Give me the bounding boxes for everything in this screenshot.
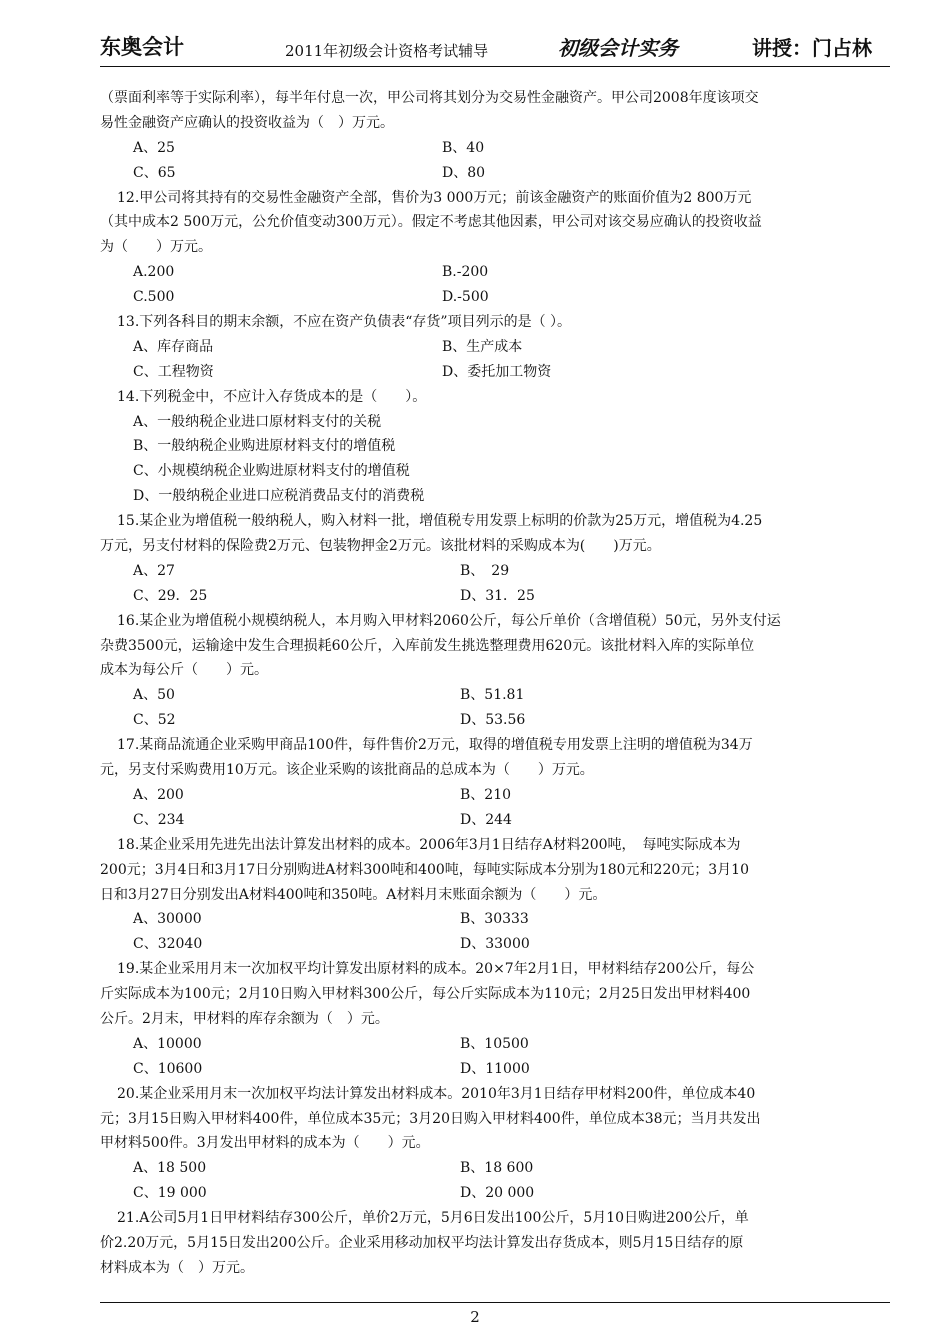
q20-option-c: C、19 000 (133, 1185, 207, 1202)
q12-option-b: B.-200 (442, 264, 489, 281)
q17-option-b: B、210 (460, 786, 512, 803)
q19-option-a: A、10000 (133, 1035, 202, 1052)
q14-option-row (100, 459, 890, 484)
q11-option-b: B、40 (442, 139, 485, 156)
q18-option-a: A、30000 (133, 911, 202, 928)
q18-option-b: B、30333 (460, 911, 529, 928)
q20-options-row (100, 1181, 890, 1206)
q17-stem-line: 元，另支付采购费用10万元。该企业采购的该批商品的总成本为（ ）万元。 (100, 762, 594, 779)
brand-name: 东奥会计 (100, 35, 184, 59)
q18-options-row (100, 907, 890, 932)
q19-stem-line: 19.某企业采用月末一次加权平均计算发出原材料的成本。20×7年2月1日，甲材料结存200公斤，每公 (117, 961, 755, 978)
q14-option-b: B、一般纳税企业购进原材料支付的增值税 (133, 438, 396, 455)
q12-stem-line: 为（ ）万元。 (100, 239, 212, 256)
q11-option-d: D、80 (442, 164, 486, 181)
q18-stem-line: 200元；3月4日和3月17日分别购进A材料300吨和400吨，每吨实际成本分别为180元和220元；3月10 (100, 861, 749, 878)
q17-option-a: A、200 (133, 786, 184, 803)
q11-options-row (100, 161, 890, 186)
q16-option-c: C、52 (133, 712, 176, 729)
q14-option-c: C、小规模纳税企业购进原材料支付的增值税 (133, 463, 410, 480)
q20-stem-line: 元；3月15日购入甲材料400件，单位成本35元；3月20日购入甲材料400件，单位成本38元；当月共发出 (100, 1110, 761, 1127)
page-number: 2 (470, 1308, 480, 1326)
subject-title: 初级会计实务 (558, 36, 678, 60)
q19-stem-line: 斤实际成本为100元；2月10日购入甲材料300公斤，每公斤实际成本为110元；2月25日发出甲材料400 (100, 986, 751, 1003)
q15-option-c: C、29．25 (133, 587, 208, 604)
q13-option-d: D、委托加工物资 (442, 363, 552, 380)
q12-options-row (100, 260, 890, 285)
question-list (100, 86, 890, 1281)
q16-stem-line: 杂费3500元，运输途中发生合理损耗60公斤，入库前发生挑选整理费用620元。该批材料入库的实际单位 (100, 637, 755, 654)
q17-options-row (100, 783, 890, 808)
q13-options-row (100, 360, 890, 385)
q11-option-a: A、25 (133, 139, 175, 156)
q12-option-c: C.500 (133, 289, 175, 306)
q14-option-row (100, 484, 890, 509)
q18-stem-line: 18.某企业采用先进先出法计算发出材料的成本。2006年3月1日结存A材料200吨， 每吨实际成本为 (117, 836, 741, 853)
q19-stem-line: 公斤。2月末，甲材料的库存余额为（ ）元。 (100, 1010, 389, 1027)
q17-stem-line: 17.某商品流通企业采购甲商品100件，每件售价2万元，取得的增值税专用发票上注明的增值税为34万 (117, 737, 753, 754)
q15-stem-line: 15.某企业为增值税一般纳税人，购入材料一批，增值税专用发票上标明的价款为25万元，增值税为4.25 (117, 513, 763, 530)
q18-options-row (100, 932, 890, 957)
q18-stem-line: 日和3月27日分别发出A材料400吨和350吨。A材料月末账面余额为（ ）元。 (100, 886, 607, 903)
q12-stem-line: 12.甲公司将其持有的交易性金融资产全部，售价为3 000万元；前该金融资产的账面价值为2 800万元 (117, 189, 752, 206)
q13-option-a: A、库存商品 (133, 338, 214, 355)
q16-option-b: B、51.81 (460, 687, 525, 704)
q16-options-row (100, 683, 890, 708)
q19-option-b: B、10500 (460, 1035, 529, 1052)
q15-option-d: D、31．25 (460, 587, 535, 604)
q16-stem-line: 成本为每公斤（ ）元。 (100, 662, 268, 679)
q12-option-d: D.-500 (442, 289, 489, 306)
q18-option-c: C、32040 (133, 936, 203, 953)
page-header (100, 32, 890, 67)
q14-option-a: A、一般纳税企业进口原材料支付的关税 (133, 413, 382, 430)
q20-option-b: B、18 600 (460, 1160, 534, 1177)
q20-stem-line: 20.某企业采用月末一次加权平均法计算发出材料成本。2010年3月1日结存甲材料200件，单位成本40 (117, 1085, 756, 1102)
q16-options-row (100, 708, 890, 733)
q20-option-a: A、18 500 (133, 1160, 207, 1177)
q15-stem-line: 万元，另支付材料的保险费2万元、包装物押金2万元。该批材料的采购成本为( )万元。 (100, 538, 661, 555)
q17-options-row (100, 808, 890, 833)
q19-options-row (100, 1032, 890, 1057)
q13-stem-line: 13.下列各科目的期末余额，不应在资产负债表“存货”项目列示的是（ ）。 (117, 314, 572, 331)
q15-option-a: A、27 (133, 562, 175, 579)
q17-option-d: D、244 (460, 811, 512, 828)
q19-option-c: C、10600 (133, 1060, 203, 1077)
q15-options-row (100, 559, 890, 584)
q16-option-d: D、53.56 (460, 712, 526, 729)
q11-stem-line: 易性金融资产应确认的投资收益为（ ）万元。 (100, 114, 394, 131)
q12-stem-line: （其中成本2 500万元，公允价值变动300万元）。假定不考虑其他因素，甲公司对该交易应确认的投资收益 (100, 214, 762, 231)
q20-stem-line: 甲材料500件。3月发出甲材料的成本为（ ）元。 (100, 1135, 430, 1152)
q16-stem-line: 16.某企业为增值税小规模纳税人，本月购入甲材料2060公斤，每公斤单价（含增值税）50元，另外支付运 (117, 612, 781, 629)
q14-option-d: D、一般纳税企业进口应税消费品支付的消费税 (133, 488, 425, 505)
q11-options-row (100, 136, 890, 161)
q19-options-row (100, 1057, 890, 1082)
q17-option-c: C、234 (133, 811, 185, 828)
q14-stem-line: 14.下列税金中，不应计入存货成本的是（ ）。 (117, 388, 427, 405)
q12-options-row (100, 285, 890, 310)
q21-stem-line: 材料成本为（ ）万元。 (100, 1259, 254, 1276)
lecturer-name: 讲授：门占林 (752, 36, 872, 60)
q14-option-row (100, 434, 890, 459)
q18-option-d: D、33000 (460, 936, 530, 953)
q15-options-row (100, 584, 890, 609)
course-title: 2011年初级会计资格考试辅导 (285, 42, 489, 60)
q13-option-c: C、工程物资 (133, 363, 214, 380)
q12-option-a: A.200 (133, 264, 175, 281)
q21-stem-line: 价2.20万元，5月15日发出200公斤。企业采用移动加权平均法计算发出存货成本，则5月15日结存的原 (100, 1234, 744, 1251)
q14-option-row (100, 410, 890, 435)
q11-stem-line: （票面利率等于实际利率），每半年付息一次，甲公司将其划分为交易性金融资产。甲公司2008年度该项交 (100, 90, 759, 106)
q13-option-b: B、生产成本 (442, 338, 523, 355)
q13-options-row (100, 335, 890, 360)
q16-option-a: A、50 (133, 687, 175, 704)
q20-option-d: D、20 000 (460, 1185, 535, 1202)
q11-option-c: C、65 (133, 164, 176, 181)
footer-divider (100, 1302, 890, 1303)
q19-option-d: D、11000 (460, 1060, 530, 1077)
q15-option-b: B、 29 (460, 562, 510, 579)
q20-options-row (100, 1156, 890, 1181)
q21-stem-line: 21.A公司5月1日甲材料结存300公斤，单价2万元，5月6日发出100公斤，5月10日购进200公斤，单 (117, 1210, 749, 1227)
